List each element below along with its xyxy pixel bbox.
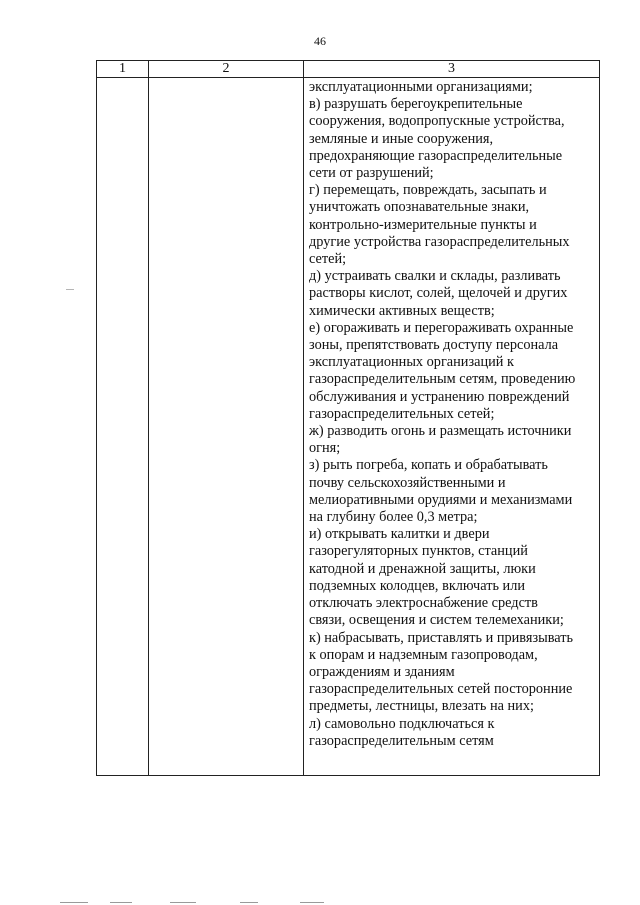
text-line: в) разрушать берегоукрепительные bbox=[309, 96, 523, 113]
text-line: к) набрасывать, приставлять и привязывать bbox=[309, 629, 574, 646]
column-header-2: 2 bbox=[149, 61, 304, 78]
text-line: и) открывать калитки и двери bbox=[309, 526, 490, 543]
text-line: контрольно-измерительные пункты и bbox=[309, 216, 537, 233]
text-line: сети от разрушений; bbox=[309, 165, 434, 182]
scan-artifact-line bbox=[300, 902, 324, 903]
text-line: катодной и дренажной защиты, люки bbox=[309, 560, 536, 577]
text-line: ж) разводить огонь и размещать источники bbox=[309, 423, 572, 440]
scan-artifact-line bbox=[110, 902, 132, 903]
column-3-cell bbox=[304, 78, 600, 776]
text-line: д) устраивать свалки и склады, разливать bbox=[309, 268, 561, 285]
text-line: подземных колодцев, включать или bbox=[309, 577, 525, 594]
text-line: газораспределительным сетям bbox=[309, 732, 494, 749]
scan-artifact-line bbox=[170, 902, 196, 903]
scan-artifact-line bbox=[60, 902, 88, 903]
table-row bbox=[97, 78, 600, 776]
table-header-row bbox=[97, 61, 600, 78]
text-line: л) самовольно подключаться к bbox=[309, 715, 495, 732]
column-1-cell bbox=[97, 78, 149, 776]
text-line: эксплуатационными организациями; bbox=[309, 79, 533, 95]
page-number: 46 bbox=[314, 34, 326, 48]
text-line: зоны, препятствовать доступу персонала bbox=[309, 337, 559, 354]
text-line: уничтожать опознавательные знаки, bbox=[309, 199, 530, 216]
text-line: на глубину более 0,3 метра; bbox=[309, 509, 478, 526]
text-line: другие устройства газораспределительных bbox=[309, 233, 570, 250]
text-line: е) огораживать и перегораживать охранные bbox=[309, 319, 574, 336]
column-2-cell bbox=[149, 78, 304, 776]
scan-artifact-line bbox=[240, 902, 258, 903]
text-line: г) перемещать, повреждать, засыпать и bbox=[309, 182, 547, 199]
text-line: связи, освещения и систем телемеханики; bbox=[309, 612, 564, 629]
text-line: к опорам и надземным газопроводам, bbox=[309, 646, 538, 663]
text-line: ограждениям и зданиям bbox=[309, 663, 455, 680]
scan-margin-mark bbox=[66, 289, 74, 290]
text-line: газораспределительным сетям, проведению bbox=[309, 371, 576, 388]
text-line: химически активных веществ; bbox=[309, 302, 495, 319]
text-line: обслуживания и устранению повреждений bbox=[309, 388, 570, 405]
text-line: отключать электроснабжение средств bbox=[309, 595, 538, 612]
text-line: предохраняющие газораспределительные bbox=[309, 147, 563, 164]
text-line: газорегуляторных пунктов, станций bbox=[309, 543, 528, 560]
column-header-3: 3 bbox=[304, 61, 600, 78]
text-line: предметы, лестницы, влезать на них; bbox=[309, 698, 534, 715]
text-line: эксплуатационных организаций к bbox=[309, 354, 514, 371]
text-line: растворы кислот, солей, щелочей и других bbox=[309, 285, 568, 302]
text-line: огня; bbox=[309, 440, 341, 457]
text-line: земляные и иные сооружения, bbox=[309, 130, 494, 147]
document-table bbox=[96, 60, 600, 776]
text-line: з) рыть погреба, копать и обрабатывать bbox=[309, 457, 548, 474]
text-line: газораспределительных сетей посторонние bbox=[309, 681, 573, 698]
text-line: сооружения, водопропускные устройства, bbox=[309, 113, 565, 130]
text-line: почву сельскохозяйственными и bbox=[309, 474, 506, 491]
column-header-1: 1 bbox=[97, 61, 149, 78]
text-line: газораспределительных сетей; bbox=[309, 405, 495, 422]
restrictions-text bbox=[309, 79, 595, 750]
text-line: мелиоративными орудиями и механизмами bbox=[309, 491, 573, 508]
text-line: сетей; bbox=[309, 251, 347, 268]
